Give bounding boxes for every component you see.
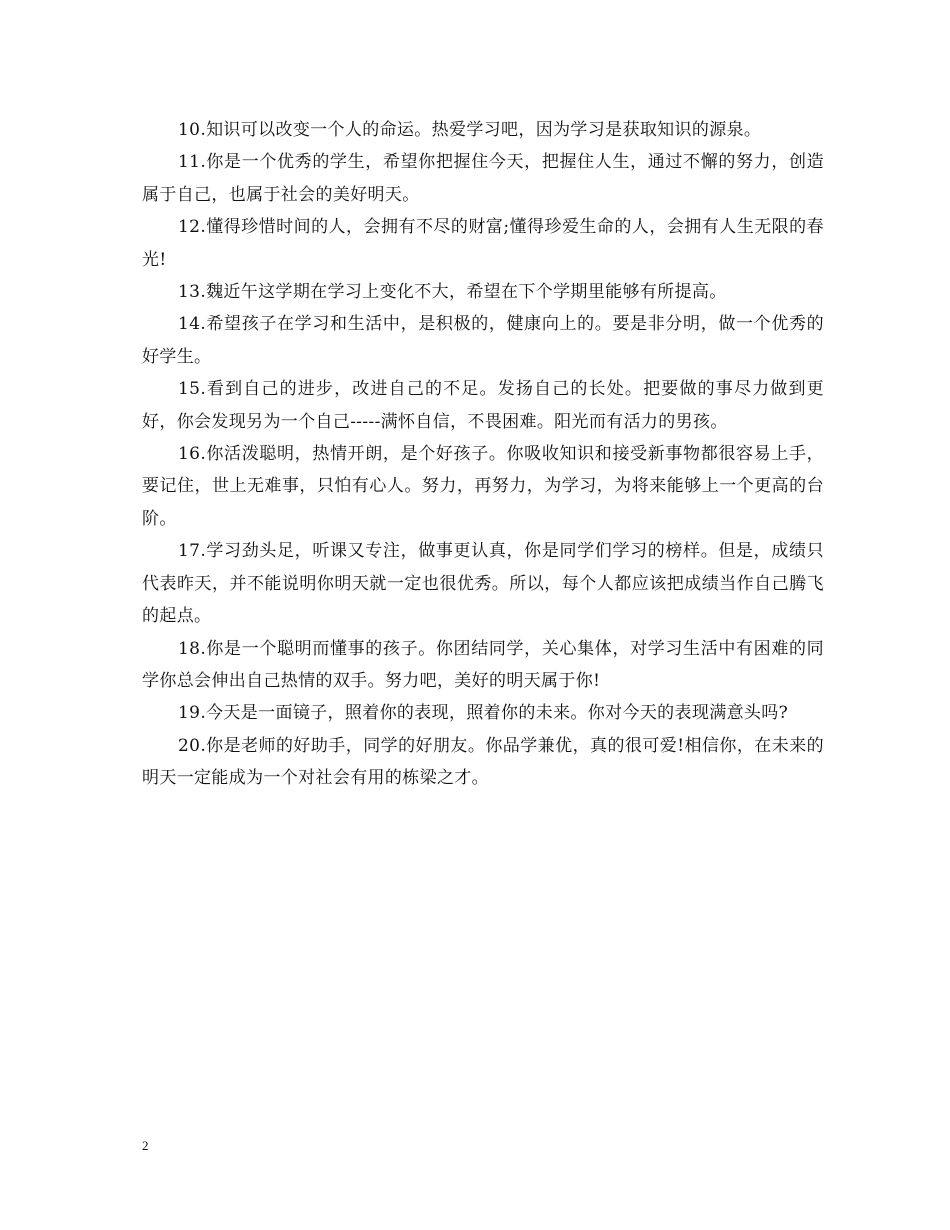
page-number: 2 <box>142 1138 149 1153</box>
paragraph-20: 20.你是老师的好助手，同学的好朋友。你品学兼优，真的很可爱!相信你，在未来的明天一定能成为一个对社会有用的栋梁之才。 <box>142 735 824 789</box>
paragraph-19: 19.今天是一面镜子，照着你的表现，照着你的未来。你对今天的表现满意头吗? <box>178 703 789 724</box>
paragraph-10: 10.知识可以改变一个人的命运。热爱学习吧，因为学习是获取知识的源泉。 <box>178 120 762 140</box>
document-body <box>142 114 824 795</box>
paragraph-11: 11.你是一个优秀的学生，希望你把握住今天，把握住人生，通过不懈的努力，创造属于自己，也属于社会的美好明天。 <box>142 152 824 205</box>
paragraph-15: 15.看到自己的进步，改进自己的不足。发扬自己的长处。把要做的事尽力做到更好，你会发现另为一个自己-----满怀自信，不畏困难。阳光而有活力的男孩。 <box>142 379 824 432</box>
paragraph-14: 14.希望孩子在学习和生活中，是积极的，健康向上的。要是非分明，做一个优秀的好学生。 <box>142 314 824 367</box>
paragraph-18: 18.你是一个聪明而懂事的孩子。你团结同学，关心集体，对学习生活中有困难的同学你总会伸出自己热情的双手。努力吧，美好的明天属于你! <box>142 638 824 691</box>
paragraph-13: 13.魏近午这学期在学习上变化不大，希望在下个学期里能够有所提高。 <box>178 282 727 303</box>
paragraph-12: 12.懂得珍惜时间的人，会拥有不尽的财富;懂得珍爱生命的人，会拥有人生无限的春光! <box>142 217 824 270</box>
paragraph-17: 17.学习劲头足，听课又专注，做事更认真，你是同学们学习的榜样。但是，成绩只代表昨天，并不能说明你明天就一定也很优秀。所以，每个人都应该把成绩当作自己腾飞的起点。 <box>142 541 824 627</box>
paragraph-16: 16.你活泼聪明，热情开朗，是个好孩子。你吸收知识和接受新事物都很容易上手，要记住，世上无难事，只怕有心人。努力，再努力，为学习，为将来能够上一个更高的台阶。 <box>142 444 824 529</box>
